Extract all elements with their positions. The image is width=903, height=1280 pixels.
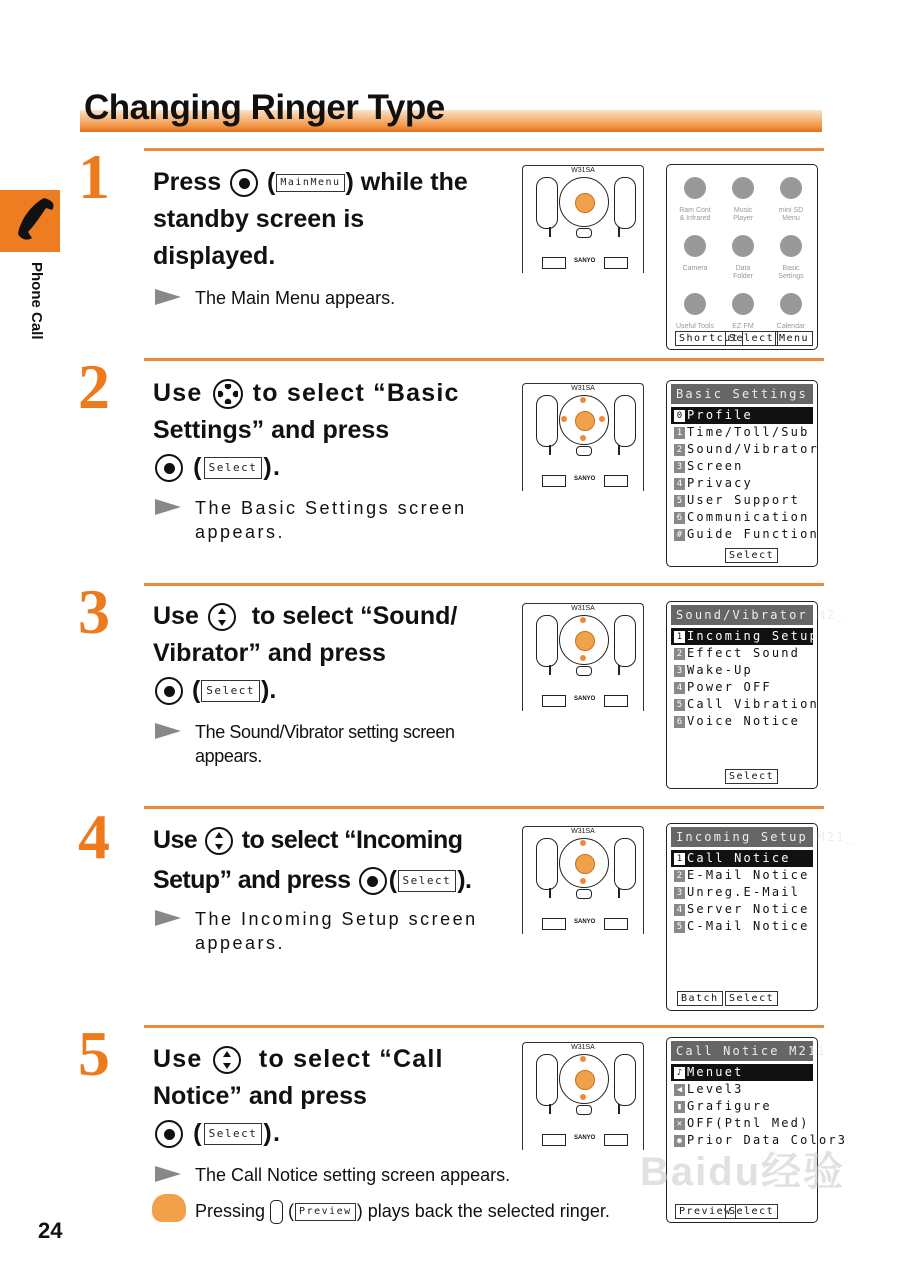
- step-3-text-a: Use: [153, 602, 199, 630]
- menu-item[interactable]: [671, 662, 813, 679]
- step-5-text-c: Notice” and press: [153, 1082, 367, 1110]
- item-number-badge: 5: [674, 495, 685, 507]
- step-4-instruction: Use to select “Incoming Setup” and press ( Select ).: [153, 826, 472, 894]
- step-5-text-b: to select “Call: [258, 1045, 444, 1073]
- step-1-instruction: Press ( MainMenu ) while the standby screen is displayed.: [153, 168, 468, 270]
- item-number-badge: 3: [674, 461, 685, 473]
- multi-direction-key-icon: [213, 379, 243, 409]
- menu-item[interactable]: [671, 1098, 813, 1115]
- menu-item[interactable]: [671, 901, 813, 918]
- select-softkey: Select: [725, 331, 778, 346]
- menu-app-label: Data Folder: [733, 265, 753, 280]
- screen-title: Sound/Vibrator M2_: [671, 605, 813, 625]
- item-type-icon: ◉: [674, 1135, 685, 1147]
- menu-item-label: Privacy: [687, 476, 753, 490]
- step-2-text-c: Settings” and press: [153, 416, 390, 444]
- select-softkey-label: Select: [398, 870, 457, 892]
- menu-item-label: Incoming Setup: [687, 629, 819, 643]
- step-5-instruction: Use to select “Call Notice” and press ( Select ).: [153, 1045, 444, 1147]
- step-number-3: 3: [78, 576, 110, 647]
- menu-item[interactable]: [671, 509, 813, 526]
- step-3-result: The Sound/Vibrator setting screen appears.: [195, 722, 455, 766]
- item-type-icon: ▮: [674, 1101, 685, 1113]
- menu-app-label: Calendar: [776, 323, 806, 330]
- item-number-badge: 4: [674, 682, 685, 694]
- menu-app-label: Camera: [682, 265, 708, 272]
- item-number-badge: 5: [674, 699, 685, 711]
- item-number-badge: 6: [674, 716, 685, 728]
- step-number-4: 4: [78, 801, 110, 872]
- menu-item-label: Server Notice: [687, 902, 810, 916]
- select-softkey-label: Select: [204, 1123, 263, 1145]
- menu-item-label: Call Notice: [687, 851, 791, 865]
- item-number-badge: 3: [674, 887, 685, 899]
- step-2-instruction: Use to select “Basic Settings” and press ( Select ).: [153, 379, 460, 481]
- menu-item-label: Time/Toll/Sub: [687, 425, 810, 439]
- menu-item-label: Grafigure: [687, 1099, 772, 1113]
- batch-softkey: Batch: [677, 991, 723, 1006]
- up-down-key-icon: [205, 827, 233, 855]
- menu-item-label: Guide Function: [687, 527, 819, 541]
- screen-title: Call Notice M211: [671, 1041, 813, 1061]
- menu-item-label: Communication: [687, 510, 810, 524]
- main-menu-screen: [666, 164, 818, 350]
- phone-keypad-illustration: [522, 1042, 644, 1150]
- step-divider-4: [144, 806, 824, 809]
- item-number-badge: 4: [674, 904, 685, 916]
- watermark: Baidu经验: [640, 1150, 846, 1194]
- menu-item[interactable]: [671, 696, 819, 713]
- menu-item-label: Level3: [687, 1082, 744, 1096]
- note-text-a: Pressing: [195, 1201, 266, 1221]
- menu-item[interactable]: [671, 424, 813, 441]
- center-key-icon: [230, 169, 258, 197]
- step-4-text-a: Use: [153, 826, 198, 854]
- center-key-icon: [155, 1120, 183, 1148]
- item-number-badge: 1: [674, 853, 685, 865]
- item-number-badge: 0: [674, 410, 685, 422]
- menu-item-label: Effect Sound: [687, 646, 801, 660]
- select-softkey: Select: [725, 769, 778, 784]
- step-2-text-a: Use: [153, 379, 203, 407]
- incoming-setup-screen: [666, 823, 856, 1011]
- phone-keypad-illustration: [522, 165, 644, 273]
- phone-model-label: W31SA: [571, 1044, 595, 1051]
- page-title: Changing Ringer Type: [84, 88, 445, 127]
- screen-title: Incoming Setup M21_: [671, 827, 813, 847]
- step-1-text-c: standby screen is: [153, 205, 365, 233]
- menu-app-icon[interactable]: [780, 235, 802, 257]
- page-number: 24: [38, 1218, 63, 1243]
- menu-app-icon[interactable]: [684, 235, 706, 257]
- phone-model-label: W31SA: [571, 167, 595, 174]
- hand-pointer-icon: [152, 1194, 186, 1222]
- menu-item[interactable]: [671, 407, 813, 424]
- menu-app-label: Music Player: [733, 207, 753, 222]
- menu-item-label: Voice Notice: [687, 714, 801, 728]
- menu-item[interactable]: [671, 441, 819, 458]
- step-3-instruction: Use to select “Sound/ Vibrator” and press ( Select ).: [153, 602, 458, 704]
- center-key-icon: [155, 677, 183, 705]
- preview-softkey-label: Preview: [295, 1203, 356, 1221]
- phone-brand-label: SANYO: [574, 919, 596, 925]
- menu-item-label: E-Mail Notice: [687, 868, 810, 882]
- menu-item[interactable]: [671, 1115, 813, 1132]
- menu-item-label: OFF(Ptnl Med): [687, 1116, 810, 1130]
- up-down-key-icon: [208, 603, 236, 631]
- phone-brand-label: SANYO: [574, 476, 596, 482]
- menu-app-icon[interactable]: [780, 293, 802, 315]
- shortcut-softkey: Shortcut: [675, 331, 743, 346]
- step-4-result: The Incoming Setup screen appears.: [195, 909, 478, 953]
- step-3-text-b: to select “Sound/: [251, 602, 458, 630]
- step-divider-1: [144, 148, 824, 151]
- step-divider-3: [144, 583, 824, 586]
- section-label: Phone Call: [28, 262, 45, 340]
- menu-item-label: C-Mail Notice: [687, 919, 810, 933]
- item-number-badge: 2: [674, 444, 685, 456]
- step-4-text-b: to select “Incoming: [241, 826, 463, 854]
- phone-model-label: W31SA: [571, 605, 595, 612]
- menu-app-label: mini SD Menu: [778, 207, 804, 222]
- menu-item-label: Menuet: [687, 1065, 744, 1079]
- menu-app-label: Basic Settings: [778, 265, 804, 280]
- arrow-icon: [155, 289, 181, 305]
- step-number-5: 5: [78, 1018, 110, 1089]
- select-softkey-label: Select: [201, 680, 260, 702]
- select-softkey-label: Select: [204, 457, 263, 479]
- menu-app-label: EZ·FM: [732, 323, 754, 330]
- step-1-text-b: ) while the: [345, 168, 468, 196]
- center-key-icon: [359, 867, 387, 895]
- arrow-icon: [155, 723, 181, 739]
- menu-item[interactable]: [671, 884, 813, 901]
- menu-softkey: Menu: [775, 331, 813, 346]
- item-number-badge: 5: [674, 921, 685, 933]
- item-type-icon: ♪: [674, 1067, 685, 1079]
- phone-brand-label: SANYO: [574, 258, 596, 264]
- mainmenu-softkey-label: MainMenu: [276, 174, 344, 192]
- step-1-text-a: Press: [153, 168, 222, 196]
- item-number-badge: 1: [674, 631, 685, 643]
- step-2-result: The Basic Settings screen appears.: [195, 498, 467, 542]
- menu-app-icon[interactable]: [732, 235, 754, 257]
- menu-item-label: Screen: [687, 459, 744, 473]
- menu-item[interactable]: [671, 475, 813, 492]
- menu-item[interactable]: [671, 492, 813, 509]
- center-key-icon: [155, 454, 183, 482]
- item-number-badge: 4: [674, 478, 685, 490]
- menu-app-icon[interactable]: [732, 177, 754, 199]
- menu-app-label: Ram Cont & Infrared: [679, 207, 711, 222]
- menu-item[interactable]: [671, 918, 813, 935]
- menu-item[interactable]: [671, 679, 813, 696]
- phone-handset-icon: [0, 190, 60, 252]
- menu-item[interactable]: [671, 458, 813, 475]
- menu-item[interactable]: [671, 628, 819, 645]
- item-type-icon: ✕: [674, 1118, 685, 1130]
- item-number-badge: 2: [674, 648, 685, 660]
- menu-item[interactable]: [671, 526, 819, 543]
- menu-item-label: Wake-Up: [687, 663, 753, 677]
- phone-model-label: W31SA: [571, 385, 595, 392]
- select-softkey: Select: [725, 991, 778, 1006]
- step-number-1: 1: [78, 141, 110, 212]
- phone-keypad-illustration: [522, 826, 644, 934]
- phone-brand-label: SANYO: [574, 696, 596, 702]
- menu-app-icon[interactable]: [780, 177, 802, 199]
- menu-app-label: Useful Tools: [675, 323, 714, 330]
- item-number-badge: #: [674, 529, 685, 541]
- step-number-2: 2: [78, 351, 110, 422]
- step-2-text-b: to select “Basic: [252, 379, 460, 407]
- side-tab: [0, 190, 60, 252]
- phone-keypad-illustration: [522, 383, 644, 491]
- menu-item-label: Call Vibration: [687, 697, 819, 711]
- menu-item[interactable]: [671, 867, 813, 884]
- step-5-text-a: Use: [153, 1045, 203, 1073]
- item-number-badge: 3: [674, 665, 685, 677]
- menu-item-label: User Support: [687, 493, 801, 507]
- menu-item[interactable]: [671, 645, 813, 662]
- up-down-key-icon: [213, 1046, 241, 1074]
- menu-app-icon[interactable]: [732, 293, 754, 315]
- item-type-icon: ◀: [674, 1084, 685, 1096]
- menu-item-label: Sound/Vibrator: [687, 442, 819, 456]
- menu-item[interactable]: [671, 850, 813, 867]
- item-number-badge: 1: [674, 427, 685, 439]
- step-1-result: The Main Menu appears.: [195, 288, 396, 308]
- arrow-icon: [155, 1166, 181, 1182]
- arrow-icon: [155, 499, 181, 515]
- step-1-text-d: displayed.: [153, 242, 276, 270]
- phone-model-label: W31SA: [571, 828, 595, 835]
- menu-item-label: Prior Data Color3: [687, 1133, 848, 1147]
- select-softkey: Select: [725, 548, 778, 563]
- preview-softkey: Preview: [675, 1204, 736, 1219]
- menu-app-icon[interactable]: [684, 177, 706, 199]
- step-divider-2: [144, 358, 824, 361]
- menu-app-icon[interactable]: [684, 293, 706, 315]
- select-softkey: Select: [725, 1204, 778, 1219]
- step-3-text-c: Vibrator” and press: [153, 639, 386, 667]
- sound-vibrator-screen: [666, 601, 846, 789]
- menu-item[interactable]: [671, 1064, 813, 1081]
- item-number-badge: 6: [674, 512, 685, 524]
- step-5-note: Pressing ( Preview ) plays back the selected ringer.: [195, 1199, 610, 1224]
- menu-item-label: Profile: [687, 408, 753, 422]
- step-5-result: The Call Notice setting screen appears.: [195, 1165, 511, 1185]
- step-divider-5: [144, 1025, 824, 1028]
- side-key-icon: [270, 1200, 283, 1224]
- note-text-b: ) plays back the selected ringer.: [356, 1201, 610, 1221]
- menu-item[interactable]: [671, 1081, 813, 1098]
- basic-settings-screen: [666, 380, 818, 567]
- phone-brand-label: SANYO: [574, 1135, 596, 1141]
- item-number-badge: 2: [674, 870, 685, 882]
- arrow-icon: [155, 910, 181, 926]
- step-4-text-c: Setup” and press: [153, 866, 351, 894]
- phone-keypad-illustration: [522, 603, 644, 711]
- menu-item[interactable]: [671, 713, 813, 730]
- screen-title: Basic Settings: [671, 384, 813, 404]
- menu-item-label: Unreg.E-Mail: [687, 885, 801, 899]
- menu-item-label: Power OFF: [687, 680, 772, 694]
